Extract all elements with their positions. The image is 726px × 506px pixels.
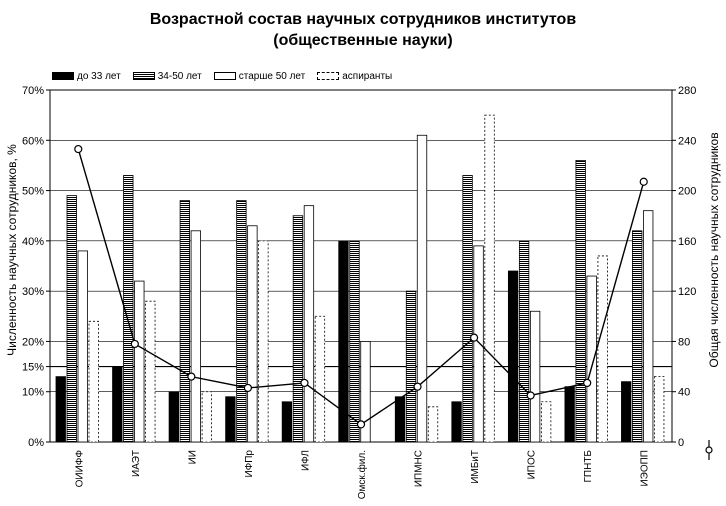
chart-subtitle: (общественные науки) [273,32,453,49]
legend-label-under-33: до 33 лет [77,70,121,82]
bar-aspirants [146,301,156,442]
bar-aspirants [485,115,495,442]
total-line-point [471,334,478,341]
x-tick-label: ИПМНС [413,450,425,488]
y-tick-label: 50% [21,185,44,198]
y2-tick-label: 200 [678,185,697,198]
bar-over-50 [304,206,314,442]
x-tick-label: ИМБиТ [470,450,482,484]
bar-under-33 [226,397,236,442]
total-line-point [527,392,534,399]
bar-34-50 [463,175,473,442]
total-line-point [131,340,138,347]
bar-34-50 [632,231,642,442]
x-tick-label: ГПНТБ [583,450,595,483]
bar-over-50 [191,231,201,442]
bar-over-50 [78,251,88,442]
bar-aspirants [89,321,99,442]
bar-over-50 [643,211,653,442]
total-line-point [584,379,591,386]
bar-under-33 [56,377,66,442]
y2-tick-label: 40 [678,386,691,399]
y-axis-title-right-text: Общая численность научных сотрудников [707,132,721,368]
bar-aspirants [541,402,551,442]
bar-34-50 [67,196,77,442]
y2-tick-label: 280 [678,85,697,97]
total-line-point [75,146,82,153]
x-tick-label: Омск.фил. [357,450,368,500]
y-tick-label: 15% [21,361,44,374]
bar-under-33 [113,367,123,442]
total-line-point [301,379,308,386]
bar-aspirants [654,377,664,442]
x-tick-label: ОИИФФ [74,450,86,488]
x-tick-label: ИФПр [243,450,255,478]
bar-34-50 [519,241,529,442]
x-tick-label: ИЭОПП [639,450,651,487]
x-tick-label: ИИ [187,450,199,465]
bar-over-50 [135,281,145,442]
bar-under-33 [282,402,292,442]
bar-under-33 [395,397,405,442]
y-axis-title-left-text: Численность научных сотрудников, % [5,144,19,356]
legend-label-34-50: 34-50 лет [157,70,202,82]
bar-under-33 [508,271,518,442]
total-line-point [358,421,365,428]
bar-over-50 [530,311,540,442]
bar-34-50 [406,291,416,442]
bar-34-50 [293,216,303,442]
bars [56,115,664,442]
total-line-point [414,383,421,390]
bar-aspirants [202,392,212,442]
line-legend-marker-point [706,447,712,453]
bar-under-33 [169,392,179,442]
bar-34-50 [180,201,190,442]
y2-tick-label: 160 [678,235,697,248]
bar-under-33 [565,387,575,442]
total-line-point [188,373,195,380]
y-tick-label: 30% [21,286,44,299]
y-tick-label: 70% [21,85,44,97]
y2-tick-label: 240 [678,135,697,148]
bar-34-50 [237,201,247,442]
y-tick-label: 60% [21,135,44,148]
chart-title: Возрастной состав научных сотрудников институтов [149,11,577,28]
total-line-point [640,178,647,185]
legend-label-aspirants: аспиранты [342,70,393,82]
y-tick-label: 40% [21,235,44,248]
bar-aspirants [598,256,608,442]
y2-tick-label: 0 [678,437,685,449]
y-tick-label: 0% [28,437,44,449]
y-tick-label: 20% [21,336,44,349]
legend-label-over-50: старше 50 лет [238,70,306,82]
bar-over-50 [417,135,427,442]
x-tick-label: ИАЭТ [130,450,142,477]
bar-34-50 [350,241,360,442]
bar-34-50 [576,160,586,442]
bar-aspirants [315,316,325,442]
bar-under-33 [621,382,631,442]
y-tick-label: 10% [21,386,44,399]
y2-tick-label: 120 [678,286,697,299]
bar-over-50 [474,246,484,442]
total-line-point [244,384,251,391]
bar-over-50 [248,226,257,442]
bar-over-50 [587,276,597,442]
y2-tick-label: 80 [678,336,691,349]
bar-aspirants [259,241,269,442]
bar-under-33 [452,402,462,442]
bar-aspirants [428,407,438,442]
x-tick-label: ИПОС [526,450,538,480]
x-tick-label: ИФЛ [300,450,312,472]
